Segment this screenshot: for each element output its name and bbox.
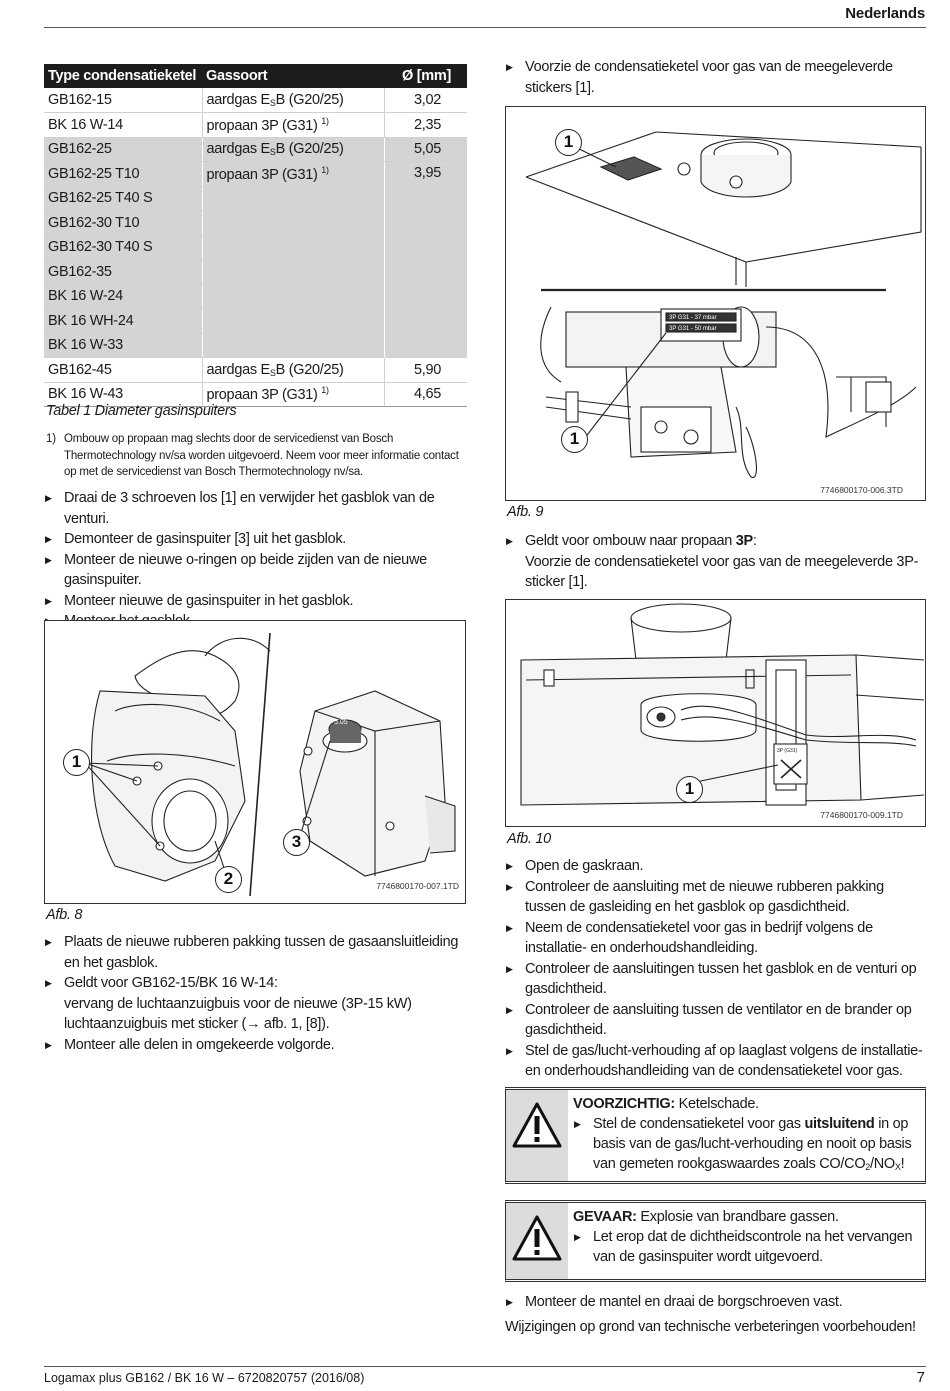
type-cell: GB162-25 — [44, 137, 202, 162]
list-item: ▶ Controleer de aansluiting met de nieuwe rubberen pakking tussen de gasleiding en het gasblok op gasdichtheid. — [505, 877, 927, 918]
warning-triangle-icon — [511, 1100, 563, 1150]
page-number: 7 — [916, 1369, 925, 1386]
injector-diameter-table — [44, 64, 467, 407]
step-propane-sticker — [505, 531, 927, 593]
diameter-cell: 5,05 — [384, 137, 467, 162]
footnote-text: Ombouw op propaan mag slechts door de servicedienst van Bosch Thermotechnology nv/sa worden uitgevoerd. Neem voor meer informatie contact op met de servicedienst van Bosch Thermotechnology nv/sa. — [64, 433, 459, 478]
warning-triangle-icon — [511, 1213, 563, 1263]
diameter-cell: 4,65 — [384, 382, 467, 407]
gas-cell: aardgas $E_SB$ (G20/25) — [202, 88, 384, 113]
list-item: ▶ Draai de 3 schroeven los [1] en verwijder het gasblok van de venturi. — [44, 488, 472, 529]
caution-body — [573, 1090, 925, 1183]
list-item: ▶ Controleer de aansluitingen tussen het gasblok en de venturi op gasdichtheid. — [505, 959, 927, 1000]
gas-block-illustration — [45, 621, 466, 904]
figure-10-caption: Afb. 10 — [507, 831, 551, 847]
figure-9-caption: Afb. 9 — [507, 504, 544, 520]
caution-notice — [505, 1087, 926, 1184]
steps-list-commissioning — [505, 856, 927, 1082]
step-stickers — [505, 57, 927, 98]
diameter-cell: 2,35 — [384, 113, 467, 138]
footer-divider — [44, 1366, 926, 1367]
list-item: ▶ Open de gaskraan. — [505, 856, 927, 877]
caution-icon-cell — [506, 1090, 568, 1181]
steps-list-assembly — [44, 932, 472, 1055]
table-footnote — [44, 431, 472, 481]
language-label: Nederlands — [845, 5, 925, 22]
danger-icon-cell — [506, 1203, 568, 1279]
caution-item: ▶ Stel de condensatieketel voor gas uitsluitend in op basis van de gas/lucht-verhouding en nooit op basis van gemeten rookgaswaardes zoals $CO/CO_2/NO_X$! — [573, 1114, 921, 1177]
list-item: ▶ Demonteer de gasinspuiter [3] uit het gasblok. — [44, 529, 472, 550]
list-item: ▶ Voorzie de condensatieketel voor gas van de meegeleverde stickers [1]. — [505, 57, 927, 98]
list-item: ▶ Monteer alle delen in omgekeerde volgorde. — [44, 1035, 472, 1056]
type-cell: GB162-30 T40 S — [44, 235, 202, 260]
gas-cell: propaan 3P (G31) $^{1)}$ — [202, 382, 384, 407]
table-row — [44, 113, 467, 138]
diameter-cell: 3,02 — [384, 88, 467, 113]
list-item: ▶ Neem de condensatieketel voor gas in bedrijf volgens de installatie- en onderhoudshandleiding. — [505, 918, 927, 959]
callout-3: 3 — [283, 829, 310, 856]
table-caption: Tabel 1 Diameter gasinspuiters — [46, 403, 237, 419]
col-header-type: Type condensatieketel — [44, 64, 202, 88]
callout-2: 2 — [215, 866, 242, 893]
gas-cell: aardgas $E_SB$ (G20/25) — [202, 137, 384, 162]
3p-sticker-label: 3P (G31) — [777, 748, 798, 754]
gas-cell: propaan 3P (G31) $^{1)}$ — [202, 113, 384, 138]
diameter-cell: 3,95 — [384, 162, 467, 358]
danger-body — [573, 1203, 925, 1273]
type-cell: BK 16 WH-24 — [44, 309, 202, 334]
callout-1: 1 — [676, 776, 703, 803]
3p-sticker-illustration — [506, 600, 926, 827]
sticker-line-2: 3P G31 - 50 mbar — [669, 326, 717, 332]
table-row — [44, 88, 467, 113]
figure-8-gas-block — [44, 620, 466, 904]
footnote-marker: 1) — [46, 433, 56, 445]
callout-1: 1 — [63, 749, 90, 776]
type-cell: GB162-15 — [44, 88, 202, 113]
type-cell: GB162-45 — [44, 358, 202, 383]
col-header-diameter: Ø [mm] — [384, 64, 467, 88]
list-item: ▶ Monteer nieuwe de gasinspuiter in het gasblok. — [44, 591, 472, 612]
type-cell: BK 16 W-14 — [44, 113, 202, 138]
type-cell: BK 16 W-33 — [44, 333, 202, 358]
footer-document-id: Logamax plus GB162 / BK 16 W – 6720820757 (2016/08) — [44, 1371, 365, 1385]
list-item: ▶ Plaats de nieuwe rubberen pakking tussen de gasaansluitleiding en het gasblok. — [44, 932, 472, 973]
table-row — [44, 162, 467, 187]
figure-10-3p-sticker — [505, 599, 926, 827]
list-item: ▶ Controleer de aansluiting tussen de ventilator en de brander op gasdichtheid. — [505, 1000, 927, 1041]
type-cell: BK 16 W-24 — [44, 284, 202, 309]
figure-8-caption: Afb. 8 — [46, 907, 83, 923]
figure-code: 7746800170-007.1TD — [376, 881, 459, 891]
danger-title: Explosie van brandbare gassen. — [636, 1209, 839, 1225]
nozzle-size-label: 5.05 — [334, 719, 348, 726]
table-row — [44, 358, 467, 383]
col-header-gas: Gassoort — [202, 64, 384, 88]
table-row — [44, 137, 467, 162]
caution-title: Ketelschade. — [674, 1096, 759, 1112]
danger-notice — [505, 1200, 926, 1282]
diameter-cell: 5,90 — [384, 358, 467, 383]
figure-9-sticker-locations — [505, 106, 926, 501]
danger-item: ▶ Let erop dat de dichtheidscontrole na het vervangen van de gasinspuiter wordt uitgevoerd. — [573, 1227, 921, 1267]
list-item: ▶ Stel de gas/lucht-verhouding af op laaglast volgens de installatie- en onderhoudshandleiding van de condensatieketel voor gas. — [505, 1041, 927, 1082]
figure-code: 7746800170-006.3TD — [820, 485, 903, 495]
final-note: Wijzigingen op grond van technische verbeteringen voorbehouden! — [505, 1319, 916, 1335]
type-cell: GB162-35 — [44, 260, 202, 285]
callout-1-bottom: 1 — [561, 426, 588, 453]
table-header-row — [44, 64, 467, 88]
list-item: ▶ Geldt voor ombouw naar propaan 3P: Voorzie de condensatieketel voor gas van de meegeleverde 3P-sticker [1]. — [505, 531, 927, 593]
callout-1-top: 1 — [555, 129, 582, 156]
steps-list-disassembly — [44, 488, 472, 632]
type-cell: GB162-30 T10 — [44, 211, 202, 236]
gas-cell: propaan 3P (G31) $^{1)}$ — [202, 162, 384, 358]
type-cell: BK 16 W-43 — [44, 382, 202, 407]
list-item: ▶ Monteer de nieuwe o-ringen op beide zijden van de nieuwe gasinspuiter. — [44, 550, 472, 591]
list-item: ▶ Geldt voor GB162-15/BK 16 W-14: vervang de luchtaanzuigbuis voor de nieuwe (3P-15 kW) luchtaanzuigbuis met sticker (→ afb. 1, [8]). — [44, 973, 472, 1035]
danger-label: GEVAAR: — [573, 1209, 637, 1225]
gas-cell: aardgas $E_SB$ (G20/25) — [202, 358, 384, 383]
type-cell: GB162-25 T40 S — [44, 186, 202, 211]
type-cell: GB162-25 T10 — [44, 162, 202, 187]
header-divider — [44, 27, 926, 28]
caution-label: VOORZICHTIG: — [573, 1096, 675, 1112]
sticker-line-1: 3P G31 - 37 mbar — [669, 315, 717, 321]
list-item: ▶ Monteer de mantel en draai de borgschroeven vast. — [505, 1292, 927, 1313]
figure-code: 7746800170-009.1TD — [820, 810, 903, 820]
step-final — [505, 1292, 927, 1313]
